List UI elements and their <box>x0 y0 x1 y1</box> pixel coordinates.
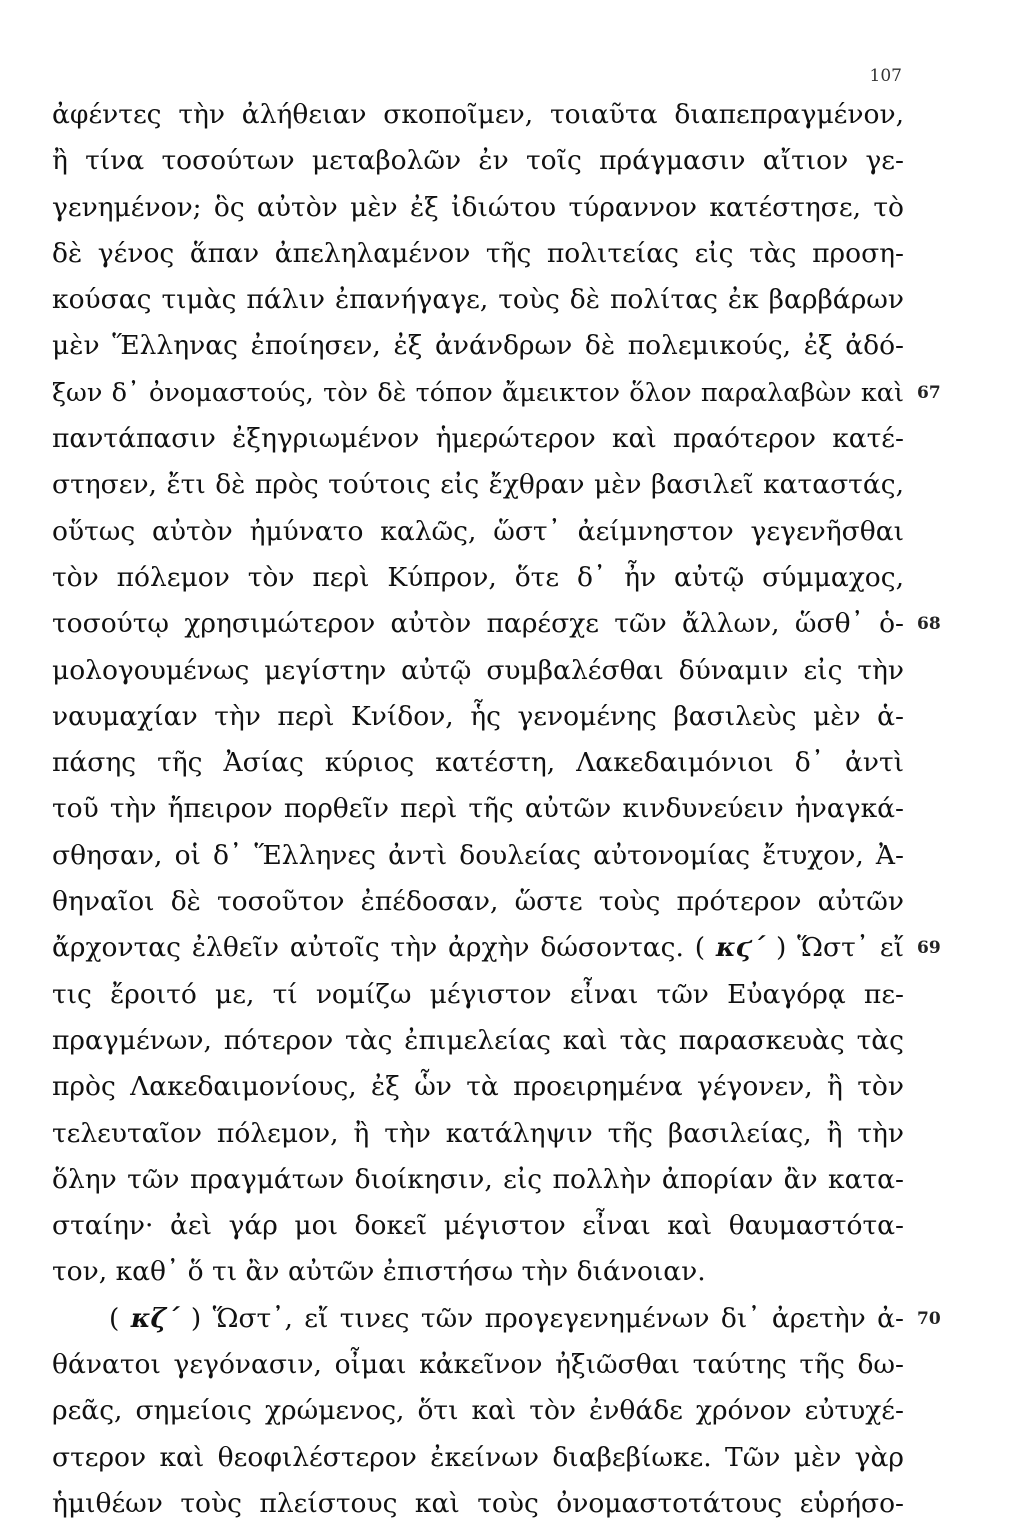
line-text: σταίην· ἀεὶ γάρ μοι δοκεῖ μέγιστον εἶναι καὶ θαυμαστότα- <box>52 1210 904 1242</box>
line-text: ξων δ᾽ ὀνομαστούς, τὸν δὲ τόπον ἄμεικτον ὅλον παραλαβὼν καὶ <box>52 377 904 408</box>
line-text-prefix: ἄρχοντας ἐλθεῖν αὐτοῖς τὴν ἀρχὴν δώσοντας. ( <box>52 932 716 964</box>
line-text: ρεᾶς, σημείοις χρώμενος, ὅτι καὶ τὸν ἐνθάδε χρόνον εὐτυχέ- <box>52 1395 904 1427</box>
text-line <box>52 879 904 925</box>
line-text: παντάπασιν ἐξηγριωμένον ἡμερώτερον καὶ πραότερον κατέ- <box>52 423 904 455</box>
text-line <box>52 833 904 879</box>
line-text: τοῦ τὴν ἤπειρον πορθεῖν περὶ τῆς αὐτῶν κινδυνεύειν ἠναγκά- <box>52 793 904 825</box>
text-line <box>52 370 941 416</box>
text-line <box>52 509 904 555</box>
line-text: ὅλην τῶν πραγμάτων διοίκησιν, εἰς πολλὴν ἀπορίαν ἂν κατα- <box>52 1163 904 1195</box>
text-line <box>52 740 904 786</box>
text-line <box>52 1203 904 1249</box>
margin-section-number: 70 <box>917 1308 941 1329</box>
text-line <box>52 648 904 694</box>
text-line <box>52 1481 904 1527</box>
text-line <box>52 185 904 231</box>
text-line <box>52 601 941 647</box>
line-text-prefix: ( <box>52 1302 131 1334</box>
line-text: στησεν, ἔτι δὲ πρὸς τούτοις εἰς ἔχθραν μὲν βασιλεῖ καταστάς, <box>52 469 904 501</box>
line-text: πάσης τῆς Ἀσίας κύριος κατέστη, Λακεδαιμόνιοι δ᾽ ἀντὶ <box>52 747 904 779</box>
line-text: τις ἔροιτό με, τί νομίζω μέγιστον εἶναι τῶν Εὐαγόρᾳ πε- <box>52 978 904 1010</box>
line-text: μὲν Ἕλληνας ἐποίησεν, ἐξ ἀνάνδρων δὲ πολεμικούς, ἐξ ἀδό- <box>52 330 904 362</box>
section-marker: κζ΄ <box>130 1302 180 1334</box>
line-text: οὕτως αὐτὸν ἠμύνατο καλῶς, ὥστ᾽ ἀείμνηστον γεγενῆσθαι <box>52 515 904 547</box>
margin-section-number: 69 <box>917 938 941 959</box>
text-line <box>52 1018 904 1064</box>
text-line <box>52 1111 904 1157</box>
text-line <box>52 972 904 1018</box>
text-line <box>52 1342 904 1388</box>
line-text: ) Ὥστ᾽ εἴ <box>765 932 904 964</box>
text-line <box>52 925 941 971</box>
text-line <box>52 1157 904 1203</box>
margin-section-number: 68 <box>917 614 941 635</box>
line-text: γενημένον; ὃς αὐτὸν μὲν ἐξ ἰδιώτου τύραννον κατέστησε, τὸ <box>52 191 904 223</box>
text-line <box>52 1296 941 1342</box>
line-text: ἀφέντες τὴν ἀλήθειαν σκοποῖμεν, τοιαῦτα διαπεπραγμένον, <box>52 99 904 130</box>
line-text: σθησαν, οἱ δ᾽ Ἕλληνες ἀντὶ δουλείας αὐτονομίας ἔτυχον, Ἀ- <box>52 839 904 871</box>
line-text: τον, καθ᾽ ὅ τι ἂν αὐτῶν ἐπιστήσω τὴν διάνοιαν. <box>52 1256 706 1288</box>
margin-section-number: 67 <box>917 382 941 403</box>
line-text: ναυμαχίαν τὴν περὶ Κνίδον, ἧς γενομένης βασιλεὺς μὲν ἁ- <box>52 700 904 732</box>
text-line <box>52 231 904 277</box>
line-text: ἢ τίνα τοσούτων μεταβολῶν ἐν τοῖς πράγμασιν αἴτιον γε- <box>52 145 904 177</box>
text-line <box>52 277 904 323</box>
text-line <box>52 462 904 508</box>
text-line <box>52 786 904 832</box>
text-line <box>52 416 904 462</box>
text-line <box>52 1249 904 1295</box>
text-block <box>52 92 941 1527</box>
text-line <box>52 1435 904 1481</box>
line-text: κούσας τιμὰς πάλιν ἐπανήγαγε, τοὺς δὲ πολίτας ἐκ βαρβάρων <box>52 284 904 316</box>
line-text: ἡμιθέων τοὺς πλείστους καὶ τοὺς ὀνομαστοτάτους εὑρήσο- <box>52 1487 904 1519</box>
text-line <box>52 694 904 740</box>
text-line <box>52 138 904 184</box>
text-line <box>52 1388 904 1434</box>
text-line <box>52 1064 904 1110</box>
text-line <box>52 555 904 601</box>
line-text: θάνατοι γεγόνασιν, οἶμαι κἀκεῖνον ἠξιῶσθαι ταύτης τῆς δω- <box>52 1349 904 1381</box>
line-text: τελευταῖον πόλεμον, ἢ τὴν κατάληψιν τῆς βασιλείας, ἢ τὴν <box>52 1117 904 1149</box>
line-text: πραγμένων, πότερον τὰς ἐπιμελείας καὶ τὰς παρασκευὰς τὰς <box>52 1024 904 1056</box>
line-text: στερον καὶ θεοφιλέστερον ἐκείνων διαβεβίωκε. Τῶν μὲν γὰρ <box>52 1441 904 1473</box>
section-marker: κϛ΄ <box>715 932 766 964</box>
line-text: μολογουμένως μεγίστην αὐτῷ συμβαλέσθαι δύναμιν εἰς τὴν <box>52 654 904 686</box>
line-text: δὲ γένος ἅπαν ἀπεληλαμένον τῆς πολιτείας εἰς τὰς προση- <box>52 237 904 269</box>
line-text: τοσούτῳ χρησιμώτερον αὐτὸν παρέσχε τῶν ἄλλων, ὥσθ᾽ ὁ- <box>52 608 904 640</box>
page-number: 107 <box>869 66 902 86</box>
line-text: θηναῖοι δὲ τοσοῦτον ἐπέδοσαν, ὥστε τοὺς πρότερον αὐτῶν <box>52 886 904 918</box>
line-text: τὸν πόλεμον τὸν περὶ Κύπρον, ὅτε δ᾽ ἦν αὐτῷ σύμμαχος, <box>52 561 904 593</box>
text-line <box>52 92 904 138</box>
line-text: ) Ὥστ᾽, εἴ τινες τῶν προγεγενημένων δι᾽ ἀρετὴν ἀ- <box>179 1302 904 1334</box>
text-line <box>52 323 904 369</box>
line-text: πρὸς Λακεδαιμονίους, ἐξ ὧν τὰ προειρημένα γέγονεν, ἢ τὸν <box>52 1071 904 1103</box>
